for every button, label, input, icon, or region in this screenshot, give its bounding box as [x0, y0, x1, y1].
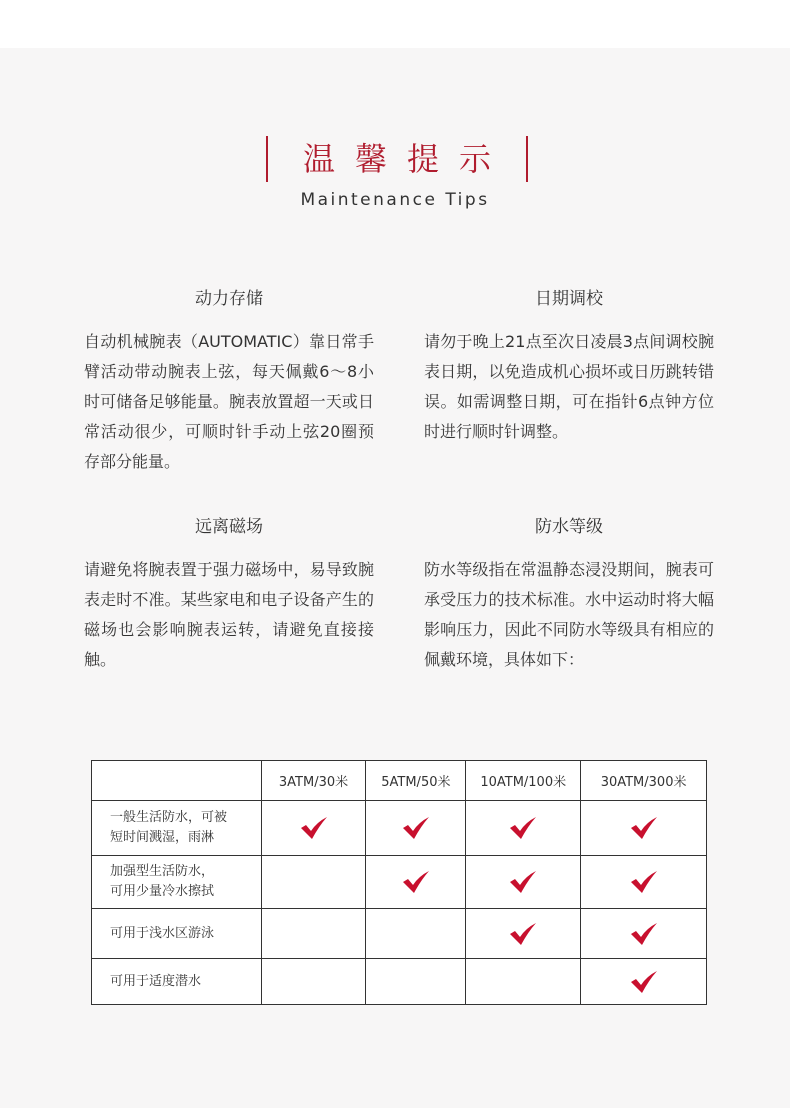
- check-cell: [581, 856, 707, 909]
- section-heading: 远离磁场: [195, 517, 263, 537]
- section-power-reserve: [84, 287, 374, 477]
- row-label-line: 短时间溅湿，雨淋: [110, 830, 215, 845]
- check-cell: [366, 959, 466, 1005]
- title-right-bar: [526, 136, 528, 182]
- section-body: 防水等级指在常温静态浸没期间，腕表可承受压力的技术标准。水中运动时将大幅影响压力，因此不同防水等级具有相应的佩戴环境，具体如下：: [424, 560, 714, 669]
- section-date-setting: [424, 287, 714, 447]
- checkmark-icon: [509, 870, 537, 894]
- check-cell: [466, 959, 581, 1005]
- page-subtitle: Maintenance Tips: [300, 190, 490, 210]
- checkmark-icon: [402, 870, 430, 894]
- table-header-cell: 3ATM/30米: [261, 761, 366, 801]
- table-row: [92, 856, 707, 909]
- check-cell: [466, 801, 581, 856]
- section-body: 请避免将腕表置于强力磁场中，易导致腕表走时不准。某些家电和电子设备产生的磁场也会影响腕表运转，请避免直接接触。: [84, 560, 374, 669]
- top-band: [0, 0, 790, 48]
- check-cell: [366, 801, 466, 856]
- check-cell: [581, 959, 707, 1005]
- row-label-line: 可用于适度潜水: [110, 973, 202, 989]
- check-cell: [261, 959, 366, 1005]
- table-row: [92, 909, 707, 959]
- section-magnetic-field: [84, 515, 374, 675]
- table-header-cell: [92, 761, 262, 801]
- section-heading: 日期调校: [535, 289, 603, 309]
- checkmark-icon: [630, 816, 658, 840]
- checkmark-icon: [630, 970, 658, 994]
- row-label-line: 可用少量冷水擦拭: [110, 884, 215, 899]
- table-header-cell: 30ATM/300米: [581, 761, 707, 801]
- check-cell: [261, 801, 366, 856]
- checkmark-icon: [630, 922, 658, 946]
- page-title: 温馨提示: [302, 140, 511, 178]
- row-label-line: 一般生活防水，可被: [110, 810, 228, 825]
- section-heading: 防水等级: [535, 517, 603, 537]
- table-row: [92, 801, 707, 856]
- table-row: [92, 959, 707, 1005]
- section-water-resistance: [424, 515, 714, 675]
- check-cell: [366, 856, 466, 909]
- title-block: [266, 136, 528, 182]
- row-label: [92, 909, 262, 959]
- check-cell: [581, 801, 707, 856]
- row-label-line: 可用于浅水区游泳: [110, 925, 215, 941]
- checkmark-icon: [402, 816, 430, 840]
- checkmark-icon: [509, 922, 537, 946]
- checkmark-icon: [300, 816, 328, 840]
- check-cell: [261, 856, 366, 909]
- row-label: [92, 856, 262, 909]
- water-resistance-table: [91, 760, 707, 1005]
- row-label: [92, 801, 262, 856]
- check-cell: [466, 856, 581, 909]
- section-heading: 动力存储: [195, 289, 263, 309]
- check-cell: [261, 909, 366, 959]
- table-header-cell: 5ATM/50米: [366, 761, 466, 801]
- check-cell: [581, 909, 707, 959]
- row-label: [92, 959, 262, 1005]
- section-body: 自动机械腕表（AUTOMATIC）靠日常手臂活动带动腕表上弦，每天佩戴6～8小时可储备足够能量。腕表放置超一天或日常活动很少，可顺时针手动上弦20圈预存部分能量。: [84, 332, 374, 471]
- table-header-cell: 10ATM/100米: [466, 761, 581, 801]
- table-header-row: [92, 761, 707, 801]
- checkmark-icon: [509, 816, 537, 840]
- section-body: 请勿于晚上21点至次日凌晨3点间调校腕表日期，以免造成机心损坏或日历跳转错误。如需调整日期，可在指针6点钟方位时进行顺时针调整。: [424, 332, 714, 441]
- check-cell: [366, 909, 466, 959]
- checkmark-icon: [630, 870, 658, 894]
- row-label-line: 加强型生活防水，: [110, 864, 215, 879]
- check-cell: [466, 909, 581, 959]
